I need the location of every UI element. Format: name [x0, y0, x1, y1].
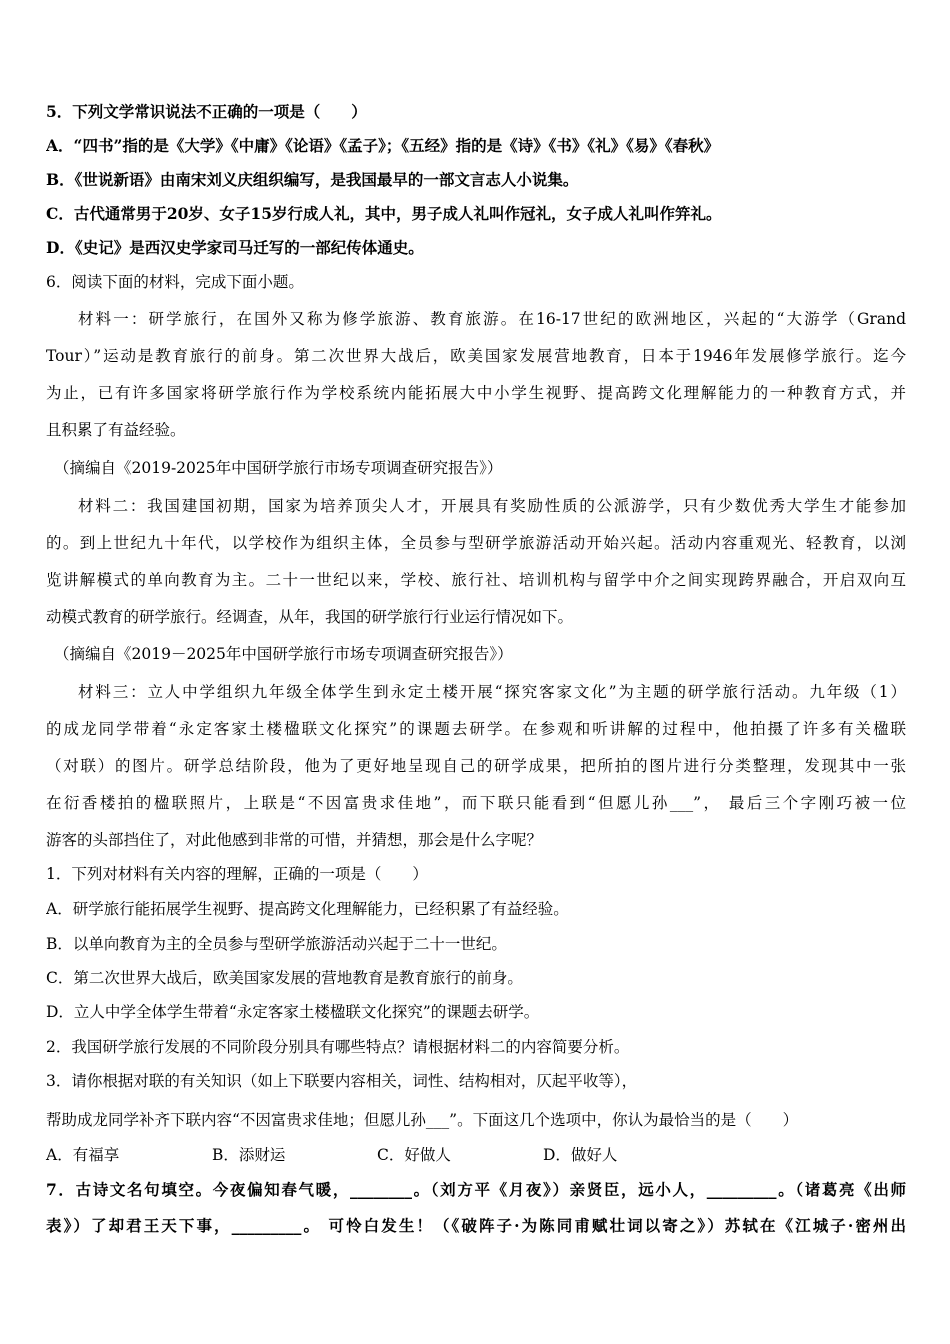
- sub3-option-b: B．添财运: [212, 1146, 286, 1164]
- sub3-stem-line2: 帮助成龙同学补齐下联内容“不因富贵求佳地；但愿儿孙___”。下面这几个选项中，你认为最恰当的是（ ）: [46, 1111, 799, 1129]
- sub2-stem: 2．我国研学旅行发展的不同阶段分别具有哪些特点？请根据材料二的内容简要分析。: [46, 1038, 630, 1056]
- material-1-line: 且积累了有益经验。: [46, 421, 186, 439]
- material-3-line: （对联）的图片。研学总结阶段，他为了更好地呈现自己的研学成果，把所拍的图片进行分类整理，发现其中一张: [46, 757, 906, 775]
- material-3-line: 的成龙同学带着“永定客家土楼楹联文化探究”的课题去研学。在参观和听讲解的过程中，他拍摄了许多有关楹联: [46, 720, 906, 738]
- sub1-option-b: B．以单向教育为主的全员参与型研学旅游活动兴起于二十一世纪。: [46, 935, 507, 953]
- material-2-line: 材料二：我国建国初期，国家为培养顶尖人才，开展具有奖励性质的公派游学，只有少数优秀大学生才能参加: [78, 497, 906, 515]
- material-2-line: 览讲解模式的单向教育为主。二十一世纪以来，学校、旅行社、培训机构与留学中介之间实现跨界融合，开启双向互: [46, 571, 906, 589]
- material-1-source: （摘编自《2019-2025年中国研学旅行市场专项调查研究报告》）: [54, 459, 503, 477]
- sub1-stem: 1．下列对材料有关内容的理解，正确的一项是（ ）: [46, 865, 428, 883]
- material-3-line: 在衍香楼拍的楹联照片，上联是“不因富贵求佳地”，而下联只能看到“但愿儿孙___”， 最后三个字刚巧被一位: [46, 794, 906, 812]
- sub1-option-c: C．第二次世界大战后，欧美国家发展的营地教育是教育旅行的前身。: [46, 969, 523, 987]
- sub3-option-a: A．有福享: [46, 1146, 120, 1164]
- q5-stem: 5．下列文学常识说法不正确的一项是（ ）: [46, 102, 367, 121]
- material-1-line: 材料一：研学旅行，在国外又称为修学旅游、教育旅游。在16-17世纪的欧洲地区，兴起的“大游学（Grand: [78, 310, 906, 328]
- material-3-line: 材料三：立人中学组织九年级全体学生到永定土楼开展“探究客家文化”为主题的研学旅行活动。九年级（1）: [78, 683, 906, 701]
- material-1-line: Tour）”运动是教育旅行的前身。第二次世界大战后，欧美国家发展营地教育，日本于1946年发展修学旅行。迄今: [46, 347, 906, 365]
- q5-option-a: A．“四书”指的是《大学》《中庸》《论语》《孟子》；《五经》指的是《诗》《书》《礼》《易》《春秋》: [46, 136, 720, 155]
- q6-intro: 6．阅读下面的材料，完成下面小题。: [46, 273, 304, 291]
- q5-option-c: C．古代通常男于20岁、女子15岁行成人礼，其中，男子成人礼叫作冠礼，女子成人礼叫作笄礼。: [46, 204, 722, 223]
- material-1-line: 为止，已有许多国家将研学旅行作为学校系统内能拓展大中小学生视野、提高跨文化理解能力的一种教育方式，并: [46, 384, 906, 402]
- material-3-line: 游客的头部挡住了，对此他感到非常的可惜，并猜想，那会是什么字呢？: [46, 831, 543, 849]
- sub1-option-a: A．研学旅行能拓展学生视野、提高跨文化理解能力，已经积累了有益经验。: [46, 900, 569, 918]
- material-2-line: 的。到上世纪九十年代，以学校作为组织主体，全员参与型研学旅游活动开始兴起。活动内容重观光、轻教育，以浏: [46, 534, 906, 552]
- sub3-stem-line1: 3．请你根据对联的有关知识（如上下联要内容相关，词性、结构相对，仄起平收等），: [46, 1072, 638, 1090]
- q7-line: 表》）了却君王天下事，_________。 可怜白发生！（《破阵子·为陈同甫赋壮词以寄之》）苏轼在《江城子·密州出: [46, 1216, 906, 1235]
- material-2-source: （摘编自《2019－2025年中国研学旅行市场专项调查研究报告》）: [54, 645, 513, 663]
- sub3-option-c: C．好做人: [377, 1146, 451, 1164]
- q5-option-d: D．《史记》是西汉史学家司马迁写的一部纪传体通史。: [46, 238, 424, 257]
- sub3-option-d: D．做好人: [543, 1146, 618, 1164]
- sub1-option-d: D．立人中学全体学生带着“永定客家土楼楹联文化探究”的课题去研学。: [46, 1003, 540, 1021]
- q7-line: 7．古诗文名句填空。今夜偏知春气暖，________。（刘方平《月夜》）亲贤臣，远小人，_________。（诸葛亮《出师: [46, 1180, 906, 1199]
- material-2-line: 动模式教育的研学旅行。经调查，从年，我国的研学旅行行业运行情况如下。: [46, 608, 574, 626]
- q5-option-b: B．《世说新语》由南宋刘义庆组织编写，是我国最早的一部文言志人小说集。: [46, 170, 579, 189]
